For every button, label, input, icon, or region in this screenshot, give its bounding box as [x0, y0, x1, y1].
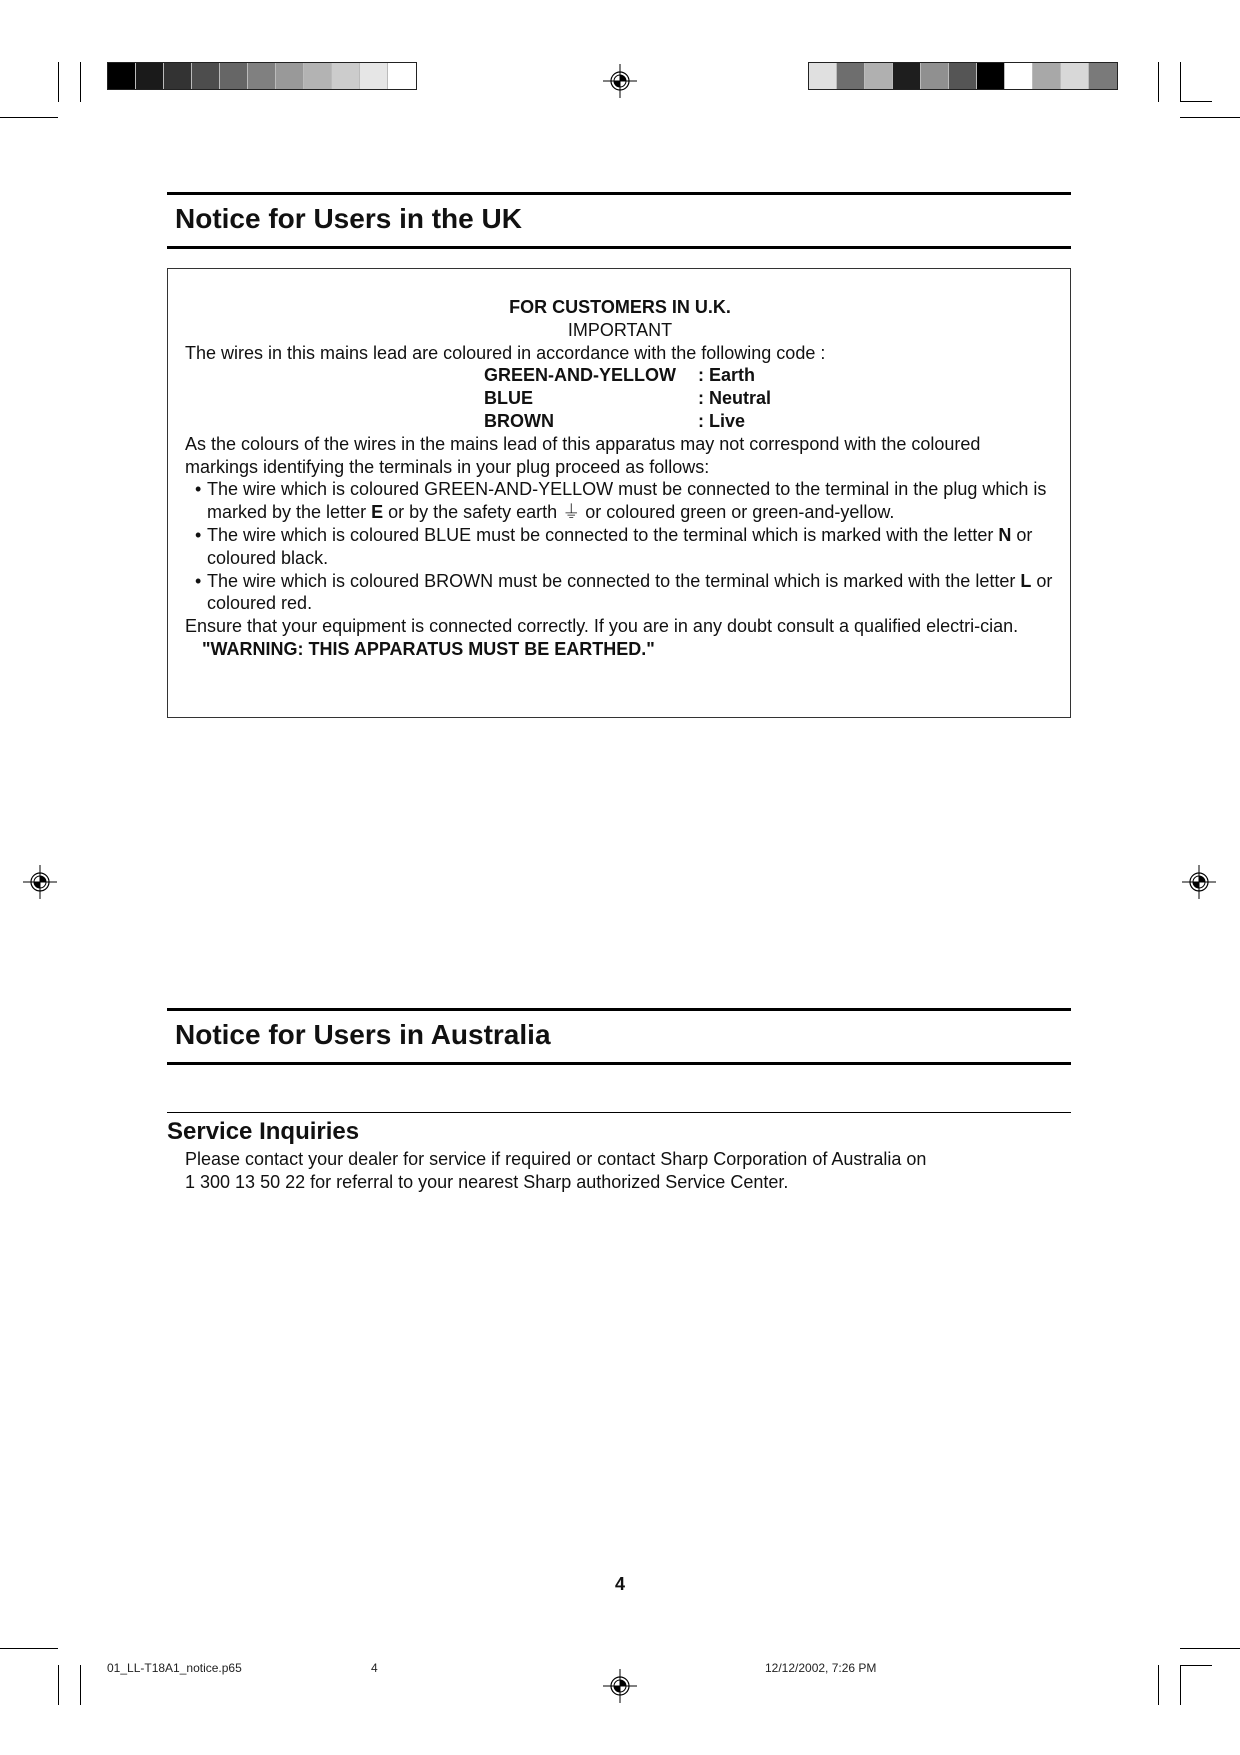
wire-meaning: : Earth — [698, 365, 756, 386]
colour-paragraph: As the colours of the wires in the mains lead of this apparatus may not correspond with the coloured markings identifying the terminals in your plug proceed as follows: — [185, 433, 981, 477]
box-subtitle: IMPORTANT — [567, 319, 673, 340]
color-swatch — [949, 63, 977, 89]
bullet-text: or coloured black. — [207, 524, 1033, 568]
color-swatch — [809, 63, 837, 89]
color-swatch — [108, 63, 136, 89]
color-swatch — [192, 63, 220, 89]
wire-colour: BLUE — [484, 388, 533, 409]
crop-mark — [58, 62, 59, 102]
crop-mark — [1180, 1665, 1181, 1705]
footer-datetime: 12/12/2002, 7:26 PM — [765, 1661, 877, 1675]
color-swatch — [977, 63, 1005, 89]
au-heading: Notice for Users in Australia — [175, 1019, 551, 1050]
color-swatch — [837, 63, 865, 89]
bullet-text: The wire which is coloured GREEN-AND-YELLOW must be connected to the terminal in the plug which is marked by the letter — [207, 479, 1047, 523]
crop-mark — [80, 62, 81, 102]
code-row — [484, 364, 1055, 387]
color-swatch — [360, 63, 388, 89]
bullet-text: The wire which is coloured BLUE must be connected to the terminal which is marked with the letter — [207, 524, 999, 545]
box-title: FOR CUSTOMERS IN U.K. — [509, 297, 731, 317]
bullet-text: or by the safety earth ⏚ or coloured green or green-and-yellow. — [383, 502, 895, 523]
registration-mark-icon — [1182, 865, 1216, 899]
page-number: 4 — [614, 1574, 625, 1594]
wire-colour: BROWN — [484, 410, 554, 431]
terminal-letter: N — [998, 524, 1012, 545]
bullet-item: • The wire which is coloured BLUE must be connected to the terminal which is marked with the letter N or coloured black. — [195, 524, 1033, 568]
registration-mark-icon — [603, 1669, 637, 1703]
service-inquiries-heading: Service Inquiries — [167, 1118, 360, 1145]
crop-mark — [0, 1648, 58, 1649]
bullet-item: • The wire which is coloured BROWN must be connected to the terminal which is marked with the letter L or coloured red. — [195, 570, 1053, 614]
color-swatch — [136, 63, 164, 89]
bullet-text: or coloured red. — [207, 570, 1053, 614]
wire-colour: GREEN-AND-YELLOW — [484, 365, 676, 386]
crop-mark — [58, 1665, 59, 1705]
crop-mark — [0, 117, 58, 118]
uk-section-header — [167, 192, 1071, 249]
bullet-text: The wire which is coloured BROWN must be connected to the terminal which is marked with the letter — [207, 570, 1021, 591]
registration-mark-icon — [23, 865, 57, 899]
color-swatch — [1061, 63, 1089, 89]
color-swatch — [1089, 63, 1117, 89]
divider — [167, 1112, 1071, 1113]
uk-notice-box — [167, 268, 1071, 718]
color-swatch — [1005, 63, 1033, 89]
code-row — [484, 410, 1055, 433]
service-text-line-1: Please contact your dealer for service if required or contact Sharp Corporation of Australia on — [185, 1149, 927, 1169]
bullet-item: • The wire which is coloured GREEN-AND-YELLOW must be connected to the terminal in the plug which is marked by the letter E or by the safety earth ⏚ or coloured green or green-and-yellow. — [195, 479, 1047, 523]
color-bar-left — [107, 62, 417, 90]
color-swatch — [220, 63, 248, 89]
crop-mark — [1180, 1648, 1240, 1649]
au-section-header — [167, 1008, 1071, 1065]
crop-mark — [1158, 62, 1159, 102]
terminal-letter: L — [1020, 570, 1032, 591]
color-swatch — [248, 63, 276, 89]
color-swatch — [304, 63, 332, 89]
footer-page: 4 — [371, 1661, 378, 1675]
footer-file-name: 01_LL-T18A1_notice.p65 — [107, 1661, 242, 1675]
crop-mark — [1180, 62, 1181, 102]
color-swatch — [332, 63, 360, 89]
crop-mark — [1158, 1665, 1159, 1705]
color-swatch — [921, 63, 949, 89]
code-row — [484, 387, 1055, 410]
code-intro: The wires in this mains lead are coloured in accordance with the following code : — [185, 342, 826, 363]
color-swatch — [276, 63, 304, 89]
registration-mark-icon — [603, 64, 637, 98]
color-swatch — [893, 63, 921, 89]
color-swatch — [388, 63, 416, 89]
earth-warning: "WARNING: THIS APPARATUS MUST BE EARTHED." — [202, 638, 655, 659]
crop-mark — [1180, 101, 1212, 102]
color-swatch — [865, 63, 893, 89]
terminal-letter: E — [371, 502, 384, 523]
color-swatch — [1033, 63, 1061, 89]
color-swatch — [164, 63, 192, 89]
color-bar-right — [808, 62, 1118, 90]
wire-meaning: : Live — [698, 410, 746, 431]
uk-heading: Notice for Users in the UK — [175, 203, 522, 234]
crop-mark — [1180, 117, 1240, 118]
crop-mark — [80, 1665, 81, 1705]
crop-mark — [1180, 1665, 1212, 1666]
wire-meaning: : Neutral — [698, 388, 772, 409]
service-text-line-2: 1 300 13 50 22 for referral to your nearest Sharp authorized Service Center. — [185, 1172, 789, 1192]
ensure-paragraph: Ensure that your equipment is connected correctly. If you are in any doubt consult a qualified electri-cian. — [185, 616, 1019, 637]
